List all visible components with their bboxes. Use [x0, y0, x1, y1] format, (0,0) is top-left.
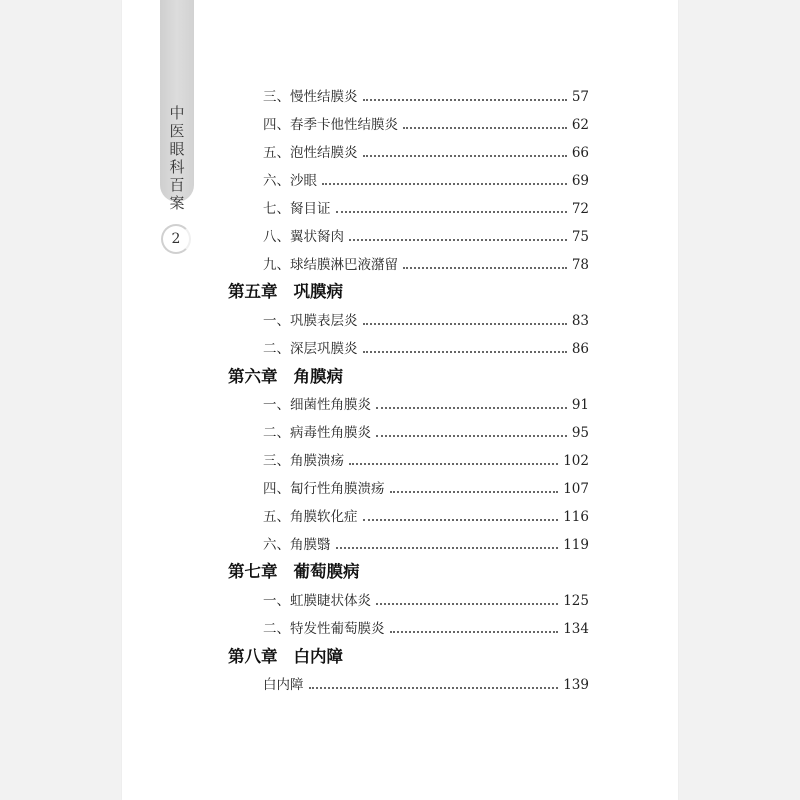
- entry-title: 四、春季卡他性结膜炎: [263, 117, 398, 133]
- toc-entry[interactable]: [263, 448, 589, 470]
- dot-leader: [403, 127, 567, 129]
- toc-entry[interactable]: [263, 308, 589, 330]
- book-title: 中医眼科百案: [169, 104, 185, 212]
- dot-leader: [349, 239, 567, 241]
- chapter-title: 白内障: [293, 647, 343, 666]
- entry-title: 三、慢性结膜炎: [263, 89, 358, 105]
- dot-leader: [376, 407, 567, 409]
- chapter-number: 第八章: [228, 647, 278, 666]
- entry-page: 75: [571, 229, 589, 245]
- toc-entry[interactable]: [263, 392, 589, 414]
- entry-title: 五、泡性结膜炎: [263, 145, 358, 161]
- toc-entry[interactable]: [263, 140, 589, 162]
- toc-entry[interactable]: [263, 196, 589, 218]
- entry-page: 91: [571, 397, 589, 413]
- entry-title: 白内障: [263, 677, 304, 693]
- entry-page: 57: [571, 89, 589, 105]
- dot-leader: [363, 323, 567, 325]
- entry-page: 116: [563, 509, 589, 525]
- dot-leader: [363, 351, 567, 353]
- toc-entry[interactable]: [263, 476, 589, 498]
- entry-page: 125: [563, 593, 589, 609]
- toc-entry[interactable]: [263, 336, 589, 358]
- entry-page: 62: [571, 117, 589, 133]
- chapter-title: 巩膜病: [293, 282, 343, 301]
- entry-title: 四、匐行性角膜溃疡: [263, 481, 385, 497]
- dot-leader: [390, 631, 559, 633]
- dot-leader: [336, 547, 559, 549]
- chapter-title: 葡萄膜病: [293, 562, 360, 581]
- entry-title: 一、巩膜表层炎: [263, 313, 358, 329]
- dot-leader: [363, 155, 567, 157]
- entry-title: 六、角膜翳: [263, 537, 331, 553]
- dot-leader: [363, 519, 559, 521]
- entry-page: 107: [563, 481, 589, 497]
- entry-page: 139: [563, 677, 589, 693]
- chapter-heading[interactable]: [228, 560, 360, 584]
- toc-entry[interactable]: [263, 252, 589, 274]
- dot-leader: [349, 463, 558, 465]
- toc-entry[interactable]: [263, 672, 589, 694]
- entry-title: 二、特发性葡萄膜炎: [263, 621, 385, 637]
- entry-title: 七、胬目证: [263, 201, 331, 217]
- toc-entry[interactable]: [263, 616, 589, 638]
- entry-title: 二、病毒性角膜炎: [263, 425, 371, 441]
- toc-entry[interactable]: [263, 168, 589, 190]
- toc-entry[interactable]: [263, 532, 589, 554]
- dot-leader: [309, 687, 559, 689]
- toc-entry[interactable]: [263, 224, 589, 246]
- entry-page: 72: [571, 201, 589, 217]
- toc-entry[interactable]: [263, 588, 589, 610]
- entry-title: 九、球结膜淋巴液潴留: [263, 257, 398, 273]
- dot-leader: [403, 267, 567, 269]
- chapter-title: 角膜病: [293, 367, 343, 386]
- toc-entry[interactable]: [263, 84, 589, 106]
- chapter-number: 第五章: [228, 282, 278, 301]
- page-number: 2: [161, 224, 191, 254]
- toc-entry[interactable]: [263, 420, 589, 442]
- entry-page: 95: [571, 425, 589, 441]
- dot-leader: [322, 183, 567, 185]
- entry-title: 一、虹膜睫状体炎: [263, 593, 371, 609]
- entry-page: 86: [571, 341, 589, 357]
- entry-page: 78: [571, 257, 589, 273]
- chapter-number: 第七章: [228, 562, 278, 581]
- chapter-number: 第六章: [228, 367, 278, 386]
- entry-page: 119: [563, 537, 589, 553]
- entry-title: 六、沙眼: [263, 173, 317, 189]
- entry-page: 102: [563, 453, 589, 469]
- entry-title: 三、角膜溃疡: [263, 453, 344, 469]
- entry-title: 五、角膜软化症: [263, 509, 358, 525]
- entry-page: 83: [571, 313, 589, 329]
- entry-title: 八、翼状胬肉: [263, 229, 344, 245]
- chapter-heading[interactable]: [228, 365, 343, 389]
- entry-page: 66: [571, 145, 589, 161]
- dot-leader: [390, 491, 559, 493]
- entry-title: 一、细菌性角膜炎: [263, 397, 371, 413]
- chapter-heading[interactable]: [228, 645, 343, 669]
- toc-entry[interactable]: [263, 504, 589, 526]
- dot-leader: [363, 99, 567, 101]
- dot-leader: [336, 211, 567, 213]
- chapter-heading[interactable]: [228, 280, 343, 304]
- toc-entry[interactable]: [263, 112, 589, 134]
- entry-page: 69: [571, 173, 589, 189]
- dot-leader: [376, 435, 567, 437]
- entry-page: 134: [563, 621, 589, 637]
- dot-leader: [376, 603, 558, 605]
- entry-title: 二、深层巩膜炎: [263, 341, 358, 357]
